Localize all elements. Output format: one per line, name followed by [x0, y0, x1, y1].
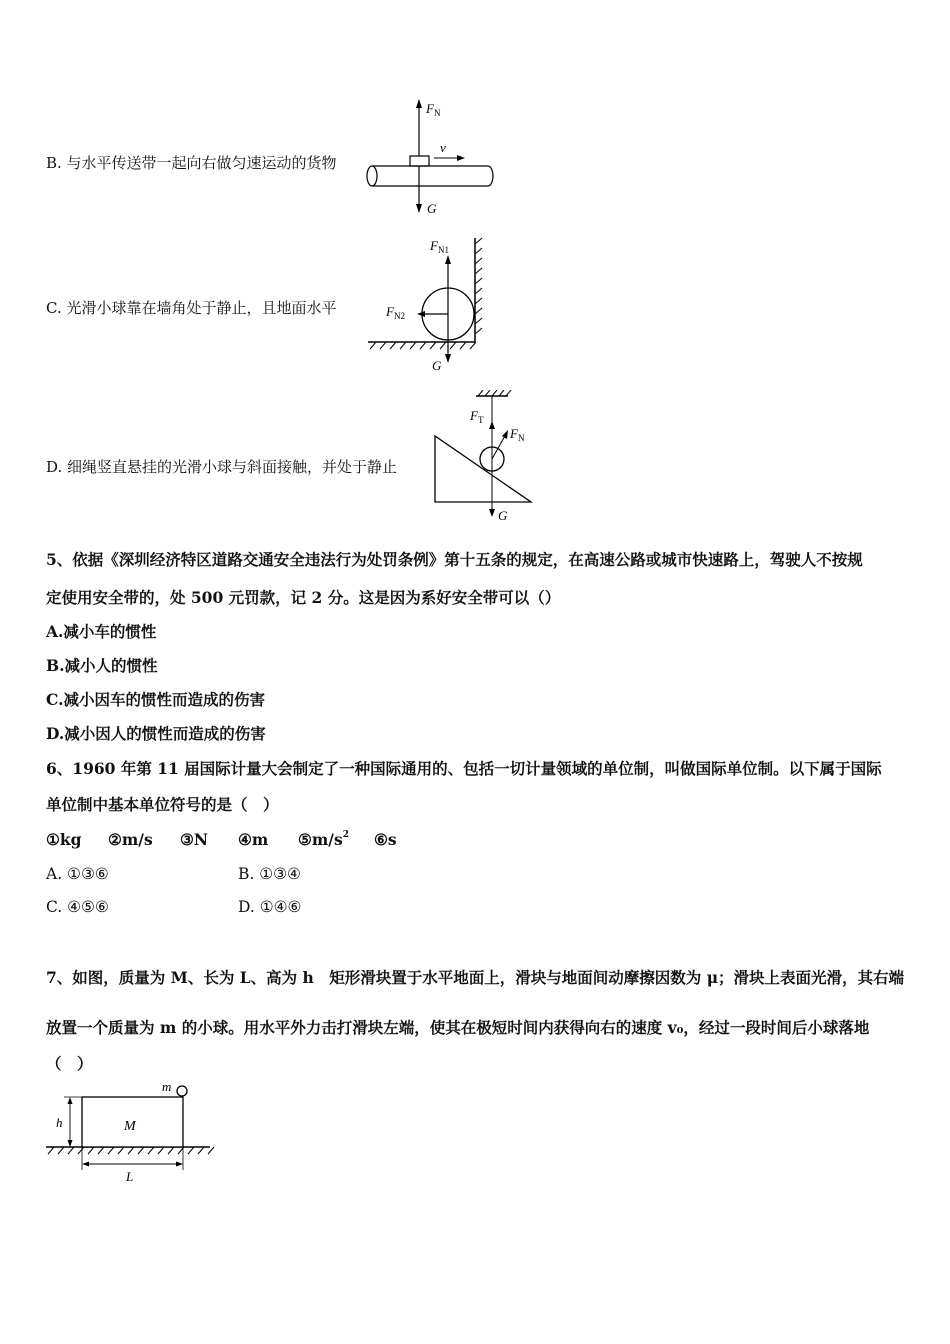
svg-text:FN: $F_N$ — [510, 426, 525, 443]
q6-option-a: A. ①③⑥ — [46, 865, 109, 883]
svg-text:G: G — [498, 508, 508, 523]
svg-text:v: v — [440, 140, 446, 155]
svg-text:G: G — [427, 201, 437, 216]
q6-option-d: D. ①④⑥ — [238, 898, 302, 916]
option-b-text: B. 与水平传送带一起向右做匀速运动的货物 — [46, 154, 337, 172]
q5-option-d: D.减小因人的惯性而造成的伤害 — [46, 724, 266, 743]
block-on-ground-diagram — [42, 1078, 217, 1186]
q7-line1: 7、如图，质量为 M、长为 L、高为 h 矩形滑块置于水平地面上，滑块与地面间动摩擦因数为 μ；滑块上表面光滑，其右端 — [46, 968, 905, 987]
svg-text:h: h — [56, 1115, 63, 1130]
q5-line1: 5、依据《深圳经济特区道路交通安全违法行为处罚条例》第十五条的规定，在高速公路或城市快速路上，驾驶人不按规 — [46, 550, 863, 569]
ball-in-corner-diagram — [362, 230, 492, 375]
q6-line1: 6、1960 年第 11 届国际计量大会制定了一种国际通用的、包括一切计量领域的单位制，叫做国际单位制。以下属于国际 — [46, 759, 882, 778]
q5-line2: 定使用安全带的，处 500 元罚款，记 2 分。这是因为系好安全带可以（） — [46, 588, 561, 607]
svg-text:FN1: $F_{N1}$ — [430, 238, 449, 255]
q6-option-b: B. ①③④ — [238, 865, 301, 883]
conveyor-belt-diagram — [362, 96, 502, 221]
q6-option-c: C. ④⑤⑥ — [46, 898, 109, 916]
hanging-ball-incline-diagram — [430, 390, 540, 530]
svg-text:L: L — [126, 1169, 134, 1184]
q5-option-b: B.减小人的惯性 — [46, 656, 158, 675]
q6-unit-5: $⑤m/s^2$ — [298, 829, 349, 849]
q7-line2: 放置一个质量为 m 的小球。用水平外力击打滑块左端，使其在极短时间内获得向右的速度 v₀，经过一段时间后小球落地 — [46, 1018, 870, 1037]
q6-unit-6: ⑥s — [374, 830, 397, 849]
svg-text:FN: $F_N$ — [426, 101, 441, 118]
q7-line3: （ ） — [46, 1054, 93, 1073]
q6-unit-3: ③N — [180, 830, 209, 849]
q5-option-a: A.减小车的惯性 — [46, 622, 157, 641]
q6-unit-1: ①kg — [46, 830, 82, 849]
q5-option-c: C.减小因车的惯性而造成的伤害 — [46, 690, 265, 709]
svg-text:G: G — [432, 358, 442, 373]
svg-text:m: m — [162, 1079, 172, 1094]
svg-text:FT: $F_T$ — [470, 408, 484, 425]
option-c-text: C. 光滑小球靠在墙角处于静止，且地面水平 — [46, 299, 337, 317]
q6-line2: 单位制中基本单位符号的是（ ） — [46, 795, 279, 814]
svg-text:M: M — [124, 1119, 136, 1134]
option-d-text: D. 细绳竖直悬挂的光滑小球与斜面接触，并处于静止 — [46, 458, 398, 476]
q6-unit-4: ④m — [238, 830, 269, 849]
svg-text:FN2: $F_{N2}$ — [386, 304, 405, 321]
q6-unit-2: ②m/s — [108, 830, 153, 849]
